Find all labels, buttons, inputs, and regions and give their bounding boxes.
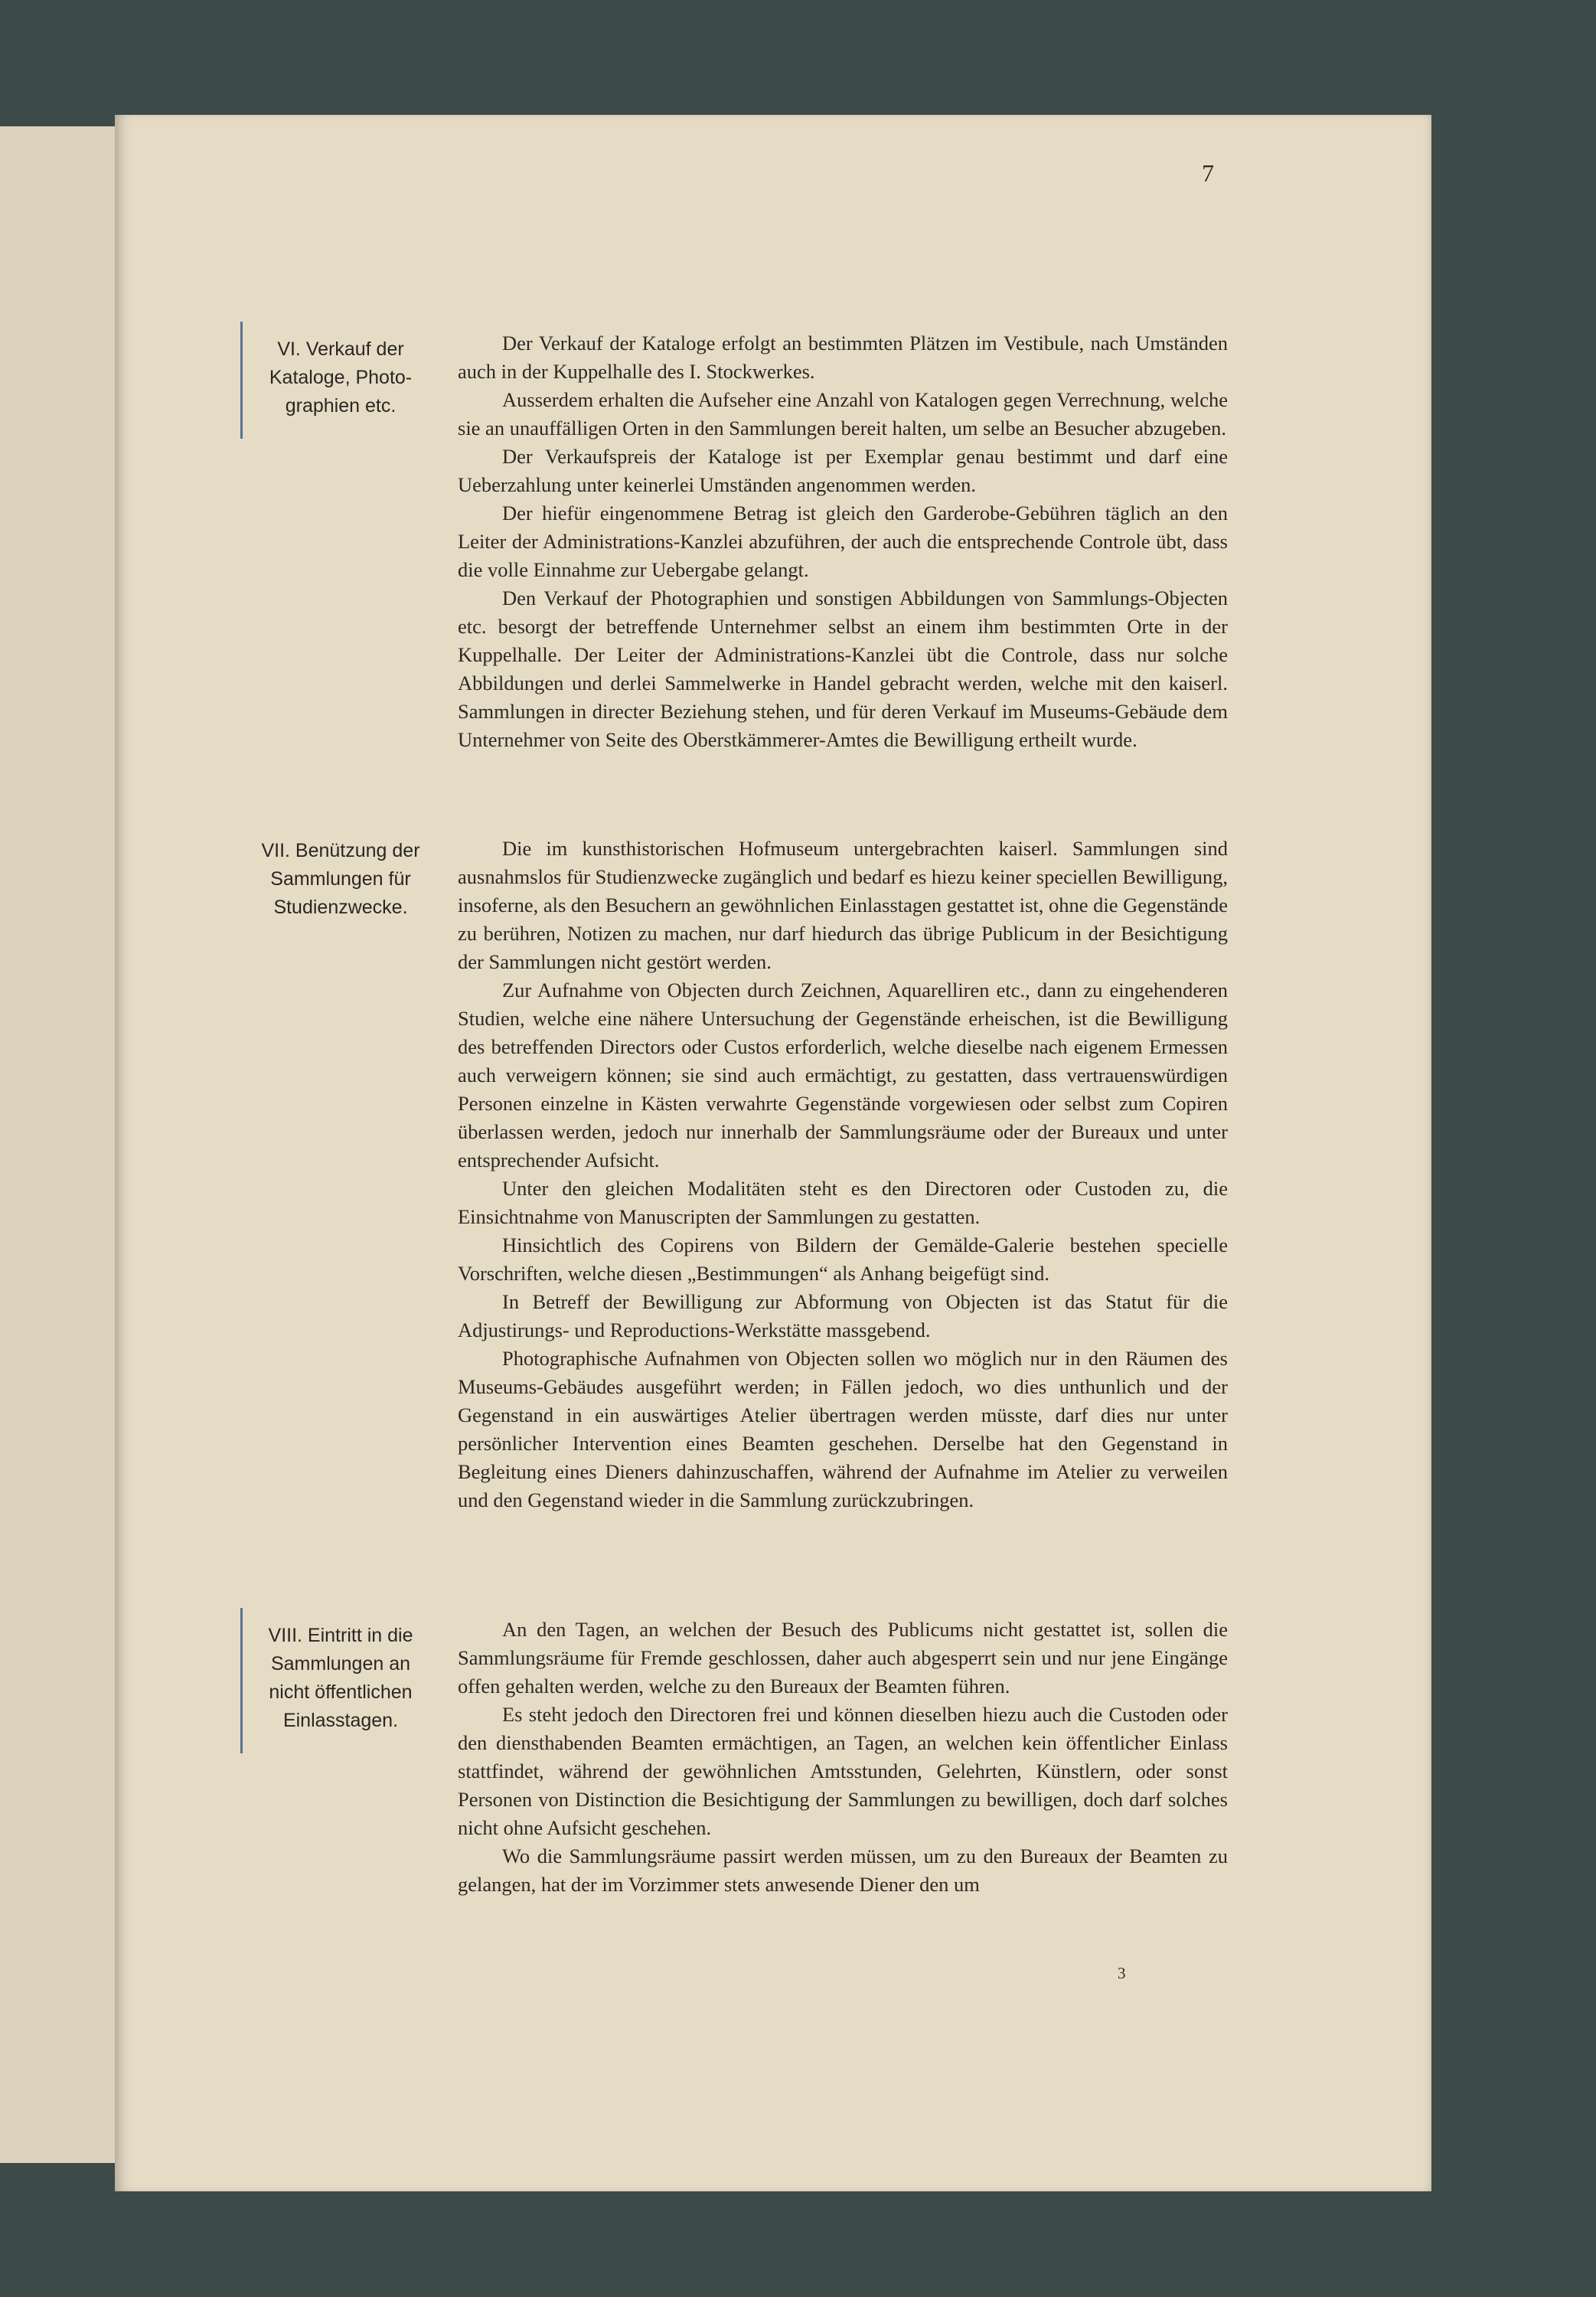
- facing-page-edge: [0, 126, 116, 2163]
- section-7-marginal-heading: [245, 837, 436, 922]
- paragraph: Es steht jedoch den Directoren frei und können dieselben hiezu auch die Custoden oder den diensthabenden Beamten ermächtigen, an Tagen, an welchen kein öffentlicher Einlass stattfindet, während der gewöhnlichen Amtsstunden, Gelehrten, Künstlern, oder sonst Personen von Distinction die Besichtigung der Sammlungen zu bewilligen, doch darf solches nicht ohne Aufsicht geschehen.: [458, 1703, 1228, 1839]
- paragraph: Zur Aufnahme von Objecten durch Zeichnen, Aquarelliren etc., dann zu eingehenderen Studien, welche eine nähere Untersuchung der Gegenstände erheischen, ist die Bewilligung des betreffenden Directors oder Custos erforderlich, welche dieselbe nach eigenem Ermessen auch verweigern können; sie sind auch ermächtigt, zu gestatten, dass vertrauenswürdigen Personen einzelne in Kästen verwahrte Gegenstände vorgewiesen oder selbst zum Copiren überlassen werden, jedoch nur innerhalb der Sammlungsräume oder der Bureaux und unter entsprechender Aufsicht.: [458, 979, 1228, 1171]
- paragraph: Der Verkauf der Kataloge erfolgt an bestimmten Plätzen im Vestibule, nach Umständen auch in der Kuppelhalle des I. Stockwerkes.: [458, 332, 1228, 383]
- signature-mark: 3: [1118, 1964, 1126, 1982]
- paragraph: An den Tagen, an welchen der Besuch des Publicums nicht gestattet ist, sollen die Sammlungsräume für Fremde geschlossen, daher auch abgesperrt sein und nur jene Eingänge offen gehalten werden, welche zu den Bureaux der Beamten führen.: [458, 1618, 1228, 1697]
- section-8-marginal-heading: [245, 1622, 436, 1735]
- paragraph: Ausserdem erhalten die Aufseher eine Anzahl von Katalogen gegen Verrechnung, welche sie an unauffälligen Orten in den Sammlungen bereit halten, um selbe an Besucher abzugeben.: [458, 388, 1228, 439]
- paragraph: In Betreff der Bewilligung zur Abformung von Objecten ist das Statut für die Adjustirungs- und Reproductions-Werkstätte massgebend.: [458, 1290, 1228, 1341]
- marginal-line: VI. Verkauf der: [277, 338, 404, 360]
- marginal-line: Sammlungen an: [270, 1653, 411, 1675]
- paragraph: Die im kunsthistorischen Hofmuseum untergebrachten kaiserl. Sammlungen sind ausnahmslos für Studienzwecke zugänglich und bedarf es hiezu keiner speciellen Bewilligung, insoferne, als den Besuchern an gewöhnlichen Einlasstagen gestattet ist, ohne die Gegenstände zu berühren, Notizen zu machen, nur darf hiedurch das übrige Publicum in der Besichtigung der Sammlungen nicht gestört werden.: [458, 837, 1228, 973]
- section-6-marginal-heading: [245, 335, 436, 420]
- section-6-body: [458, 329, 1228, 754]
- marginal-line: Studienzwecke.: [273, 897, 408, 918]
- marginal-line: Kataloge, Photo-: [269, 367, 413, 388]
- marginal-line: VII. Benützung der: [261, 840, 420, 861]
- page-number: 7: [1202, 159, 1214, 187]
- section-7-body: [458, 835, 1228, 1514]
- paragraph: Wo die Sammlungsräume passirt werden müssen, um zu den Bureaux der Beamten zu gelangen, hat der im Vorzimmer stets anwesende Diener den um: [458, 1844, 1228, 1896]
- paragraph: Photographische Aufnahmen von Objecten sollen wo möglich nur in den Räumen des Museums-Gebäudes ausgeführt werden; in Fällen jedoch, wo dies unthunlich und der Gegenstand in ein auswärtiges Atelier übertragen werden müsste, darf dies nur unter persönlicher Intervention eines Beamten geschehen. Derselbe hat den Gegenstand in Begleitung eines Dieners dahinzuschaffen, während der Aufnahme im Atelier zu verweilen und den Gegenstand wieder in die Sammlung zurückzubringen.: [458, 1347, 1228, 1511]
- paragraph: Der hiefür eingenommene Betrag ist gleich den Garderobe-Gebühren täglich an den Leiter der Administrations-Kanzlei abzuführen, der auch die entsprechende Controle übt, dass die volle Einnahme zur Uebergabe gelangt.: [458, 502, 1228, 581]
- marginal-line: nicht öffentlichen: [269, 1681, 413, 1703]
- marginal-line: graphien etc.: [285, 395, 397, 417]
- marginal-line: Einlasstagen.: [282, 1710, 399, 1731]
- section-8-body: [458, 1616, 1228, 1899]
- paragraph: Den Verkauf der Photographien und sonstigen Abbildungen von Sammlungs-Objecten etc. besorgt der betreffende Unternehmer selbst an einem ihm bestimmten Orte in der Kuppelhalle. Der Leiter der Administrations-Kanzlei übt die Controle, dass nur solche Abbildungen und derlei Sammelwerke in Handel gebracht werden, welche mit den kaiserl. Sammlungen in directer Beziehung stehen, und für deren Verkauf im Museums-Gebäude dem Unternehmer von Seite des Oberstkämmerer-Amtes die Bewilligung ertheilt wurde.: [458, 587, 1228, 751]
- marginal-line: Sammlungen für: [270, 868, 411, 890]
- paragraph: Unter den gleichen Modalitäten steht es den Directoren oder Custoden zu, die Einsichtnahme von Manuscripten der Sammlungen zu gestatten.: [458, 1177, 1228, 1228]
- marginal-line: VIII. Eintritt in die: [268, 1625, 413, 1646]
- paragraph: Hinsichtlich des Copirens von Bildern der Gemälde-Galerie bestehen specielle Vorschriften, welche diesen „Bestimmungen“ als Anhang beigefügt sind.: [458, 1233, 1228, 1285]
- paragraph: Der Verkaufspreis der Kataloge ist per Exemplar genau bestimmt und darf eine Ueberzahlung unter keinerlei Umständen angenommen werden.: [458, 445, 1228, 496]
